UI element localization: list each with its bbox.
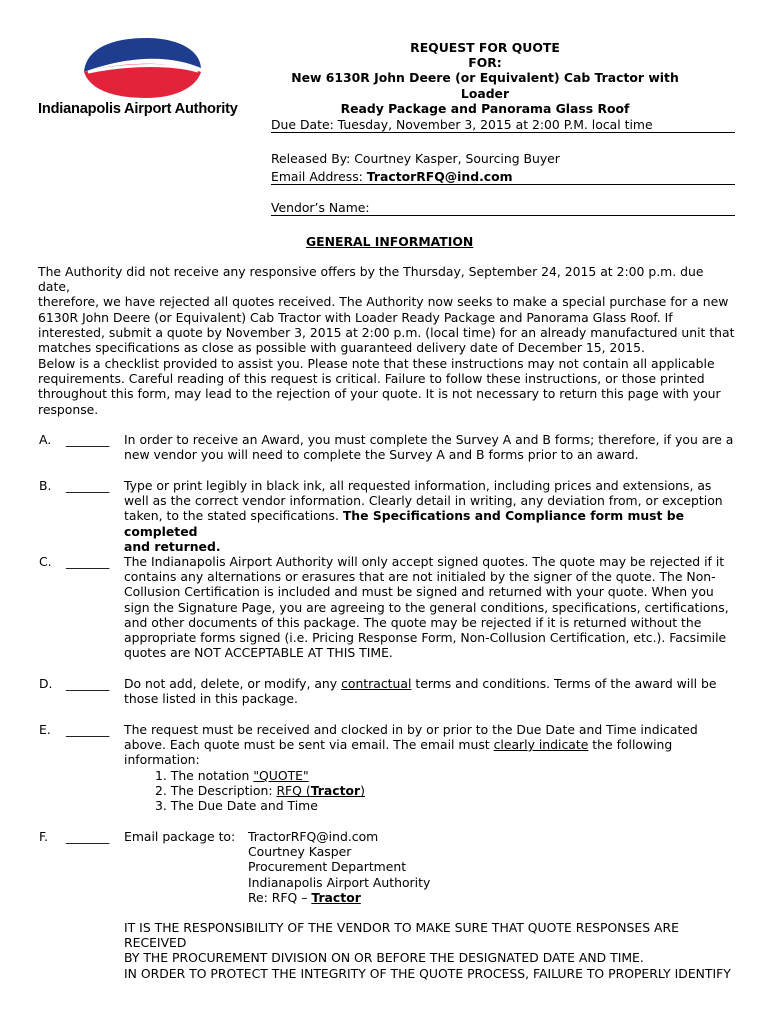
item-line: well as the correct vendor information. Clearly detail in writing, any deviation from, or exception [124, 493, 723, 509]
item-line: sign the Signature Page, you are agreeing to the general conditions, specifications, certifications, [124, 599, 729, 615]
email-label: Email Address: [271, 169, 367, 184]
item-line [124, 737, 736, 752]
address-line: Indianapolis Airport Authority [248, 874, 431, 890]
item-line: new vendor you will need to complete the Survey A and B forms prior to an award. [124, 447, 639, 463]
item-d-letter: D. [39, 676, 53, 691]
list-item: 3. The Due Date and Time [155, 798, 318, 814]
item-line [124, 508, 736, 538]
item-e-checkbox-blank[interactable]: _______ [66, 722, 110, 737]
item-a-letter: A. [39, 432, 52, 447]
vendor-name-field[interactable]: Vendor’s Name: [271, 200, 735, 216]
paragraph-line: Below is a checklist provided to assist you. Please note that these instructions may not contain all applicable [38, 356, 715, 371]
list-item-plain: 2. The Description: [155, 783, 277, 799]
item-line: information: [124, 752, 200, 768]
item-f-checkbox-blank[interactable]: _______ [66, 829, 110, 844]
document-title [270, 40, 700, 116]
item-line-plain: Do not add, delete, or modify, any [124, 676, 342, 691]
paragraph-line: response. [38, 401, 99, 417]
address-line: Courtney Kasper [248, 844, 352, 860]
notice-line: BY THE PROCUREMENT DIVISION ON OR BEFORE THE DESIGNATED DATE AND TIME. [124, 950, 644, 966]
item-line: contains any alternations or erasures that are not initialed by the signer of the quote. The Non- [124, 569, 716, 585]
title-line: Ready Package and Panorama Glass Roof [340, 100, 630, 116]
paragraph-line: therefore, we have rejected all quotes received. The Authority now seeks to make a special purchase for a new [38, 294, 729, 310]
item-line-plain: the following [588, 737, 673, 753]
item-line: and other documents of this package. The quote may be rejected if it is returned without the [124, 614, 702, 630]
mailing-address [248, 829, 430, 905]
item-line: Type or print legibly in black ink, all requested information, including prices and extensions, as [124, 478, 712, 493]
paragraph-line: interested, submit a quote by November 3, 2015 at 2:00 p.m. (local time) for an already manufactured unit that [38, 324, 735, 340]
item-c-letter: C. [39, 554, 52, 569]
email-address-field [271, 169, 735, 185]
checklist-paragraph [38, 356, 738, 417]
item-line: The request must be received and clocked in by or prior to the Due Date and Time indicated [124, 722, 698, 737]
item-a-checkbox-blank[interactable]: _______ [66, 432, 110, 447]
item-b-checkbox-blank[interactable]: _______ [66, 478, 110, 493]
item-line: The Indianapolis Airport Authority will only accept signed quotes. The quote may be rejected if it [124, 554, 725, 569]
re-plain: Re: RFQ – [248, 889, 312, 905]
list-item-underlined-part: ) [360, 783, 365, 799]
list-item-underlined [276, 783, 365, 798]
list-item-plain: 1. The notation [155, 768, 254, 783]
title-line: FOR: [468, 55, 502, 71]
item-line-bold: and returned. [124, 538, 221, 554]
address-line [248, 890, 430, 905]
released-by-field: Released By: Courtney Kasper, Sourcing Buyer [271, 151, 560, 166]
paragraph-line: matches specifications as close as possible with guaranteed delivery date of December 15, 2015. [38, 340, 645, 356]
paragraph-line: 6130R John Deere (or Equivalent) Cab Tractor with Loader Ready Package and Panorama Glass Roof. If [38, 309, 673, 325]
paragraph-line: requirements. Careful reading of this request is critical. Failure to follow these instructions, or those printed [38, 371, 705, 387]
re-bold: Tractor [311, 889, 361, 905]
list-item-underlined: "QUOTE" [253, 768, 309, 783]
item-line [124, 539, 736, 554]
item-e-text [124, 722, 736, 768]
item-line: In order to receive an Award, you must complete the Survey A and B forms; therefore, if you are a [124, 432, 734, 447]
list-item-underlined-part: RFQ ( [276, 783, 311, 799]
intro-paragraph [38, 264, 738, 355]
item-line: appropriate forms signed (i.e. Pricing Response Form, Non-Collusion Certification, etc.). Facsimile [124, 630, 727, 646]
contractual-underlined: contractual [341, 676, 412, 691]
notice-line: IT IS THE RESPONSIBILITY OF THE VENDOR TO MAKE SURE THAT QUOTE RESPONSES ARE RECEIVED [124, 920, 679, 951]
integrity-notice: IN ORDER TO PROTECT THE INTEGRITY OF THE QUOTE PROCESS, FAILURE TO PROPERLY IDENTIFY [124, 966, 731, 981]
item-line: Collusion Certification is included and must be signed and returned with your quote. When you [124, 584, 714, 600]
list-item-bold: Tractor [310, 783, 361, 799]
organization-name: Indianapolis Airport Authority [38, 101, 238, 117]
section-title: GENERAL INFORMATION [306, 234, 474, 249]
item-line [124, 676, 736, 691]
due-date-field: Due Date: Tuesday, November 3, 2015 at 2:00 P.M. local time [271, 117, 735, 133]
item-line: those listed in this package. [124, 691, 298, 707]
item-line-bold: The Specifications and Compliance form must be completed [124, 508, 685, 539]
item-c-checkbox-blank[interactable]: _______ [66, 554, 110, 569]
email-value[interactable]: TractorRFQ@ind.com [366, 169, 513, 184]
address-line: Procurement Department [248, 859, 407, 875]
title-line: New 6130R John Deere (or Equivalent) Cab Tractor with Loader [291, 70, 679, 101]
address-email[interactable]: TractorRFQ@ind.com [248, 829, 379, 844]
item-line: quotes are NOT ACCEPTABLE AT THIS TIME. [124, 645, 393, 661]
paragraph-line: throughout this form, may lead to the rejection of your quote. It is not necessary to return this page with your [38, 386, 721, 402]
item-e-letter: E. [39, 722, 51, 737]
item-line-plain: terms and conditions. Terms of the award will be [411, 676, 717, 691]
item-line-plain: taken, to the stated specifications. [124, 508, 343, 524]
item-f-letter: F. [39, 829, 49, 844]
list-item [155, 783, 365, 798]
email-package-label: Email package to: [124, 829, 236, 844]
item-c-text [124, 554, 736, 660]
responsibility-notice [124, 920, 736, 966]
item-b-text [124, 478, 736, 554]
item-d-text [124, 676, 736, 706]
paragraph-line: The Authority did not receive any responsive offers by the Thursday, September 24, 2015 at 2:00 p.m. due date, [38, 264, 704, 295]
item-line-plain: above. Each quote must be sent via email. The email must [124, 737, 494, 753]
title-line: REQUEST FOR QUOTE [410, 40, 560, 55]
item-d-checkbox-blank[interactable]: _______ [66, 676, 110, 691]
item-a-text [124, 432, 736, 462]
clearly-indicate-underlined: clearly indicate [493, 737, 589, 753]
email-requirements-list [155, 768, 365, 814]
list-item [155, 768, 365, 783]
item-b-letter: B. [39, 478, 52, 493]
